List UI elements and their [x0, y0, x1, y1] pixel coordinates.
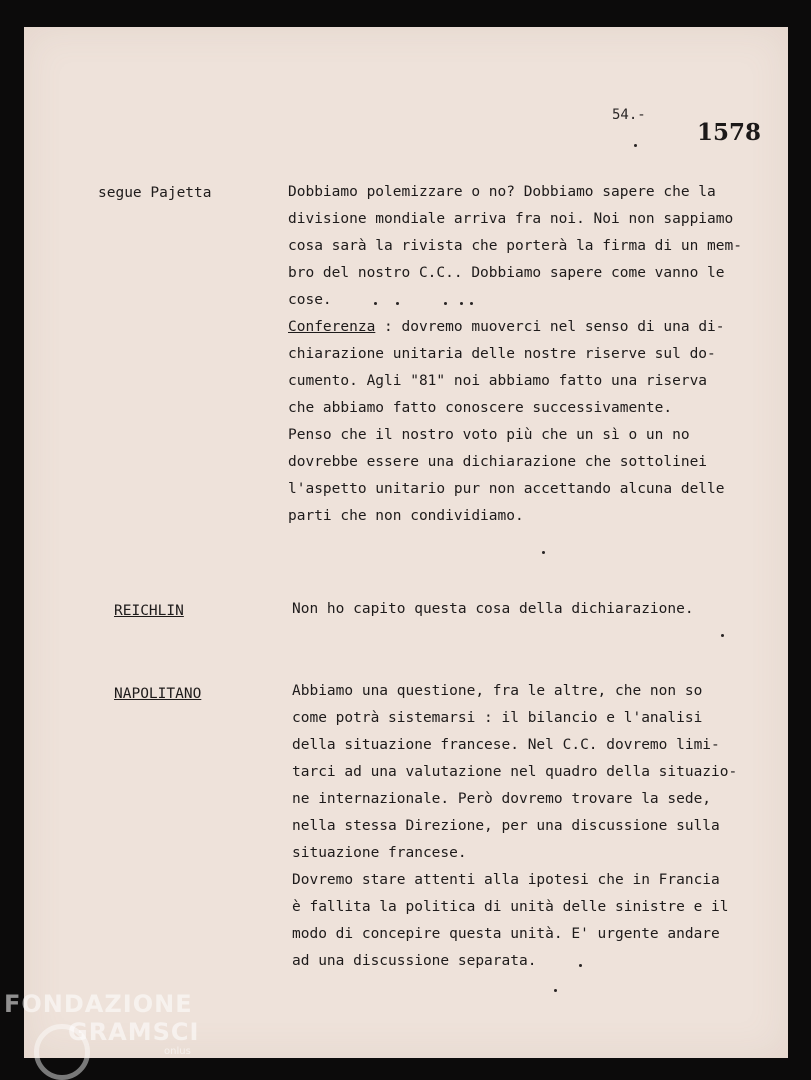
text-line: chiarazione unitaria delle nostre riserve sul do- [288, 346, 716, 362]
ink-dot [579, 964, 582, 967]
ink-dot [396, 302, 399, 305]
text-line: l'aspetto unitario pur non accettando alcuna delle [288, 481, 725, 497]
text-line: nella stessa Direzione, per una discussione sulla [292, 818, 720, 834]
text-line: cumento. Agli "81" noi abbiamo fatto una riserva [288, 373, 708, 389]
text-line: dovrebbe essere una dichiarazione che sottolinei [288, 454, 708, 470]
ink-dot [554, 989, 557, 992]
napolitano-paragraph [292, 678, 790, 975]
page-number-large: 1578 [697, 119, 762, 146]
watermark-line2: GRAMSCI [68, 1018, 200, 1046]
text-line: della situazione francese. Nel C.C. dovremo limi- [292, 737, 720, 753]
text-line: Abbiamo una questione, fra le altre, che non so [292, 683, 703, 699]
section-heading-conferenza: Conferenza [288, 319, 376, 335]
text-line: parti che non condividiamo. [288, 508, 524, 524]
text-line: bro del nostro C.C.. Dobbiamo sapere come vanno le [288, 265, 725, 281]
ink-dot [444, 302, 447, 305]
speaker-reichlin: REICHLIN [114, 603, 184, 619]
text-line: Dobbiamo polemizzare o no? Dobbiamo sapere che la [288, 184, 716, 200]
text-line: situazione francese. [292, 845, 467, 861]
text-line: come potrà sistemarsi : il bilancio e l'analisi [292, 710, 703, 726]
text-fragment: : dovremo muoverci nel senso di una di- [375, 319, 725, 335]
watermark-line1: FONDAZIONE [4, 990, 193, 1018]
text-line: ne internazionale. Però dovremo trovare la sede, [292, 791, 712, 807]
ink-dot [460, 302, 463, 305]
ink-dot [470, 302, 473, 305]
text-line: tarci ad una valutazione nel quadro della situazio- [292, 764, 738, 780]
text-line: divisione mondiale arriva fra noi. Noi non sappiamo [288, 211, 734, 227]
ink-dot [721, 634, 724, 637]
text-line: cosa sarà la rivista che porterà la firma di un mem- [288, 238, 742, 254]
document-page [24, 27, 788, 1058]
text-line [288, 314, 786, 341]
text-line: ad una discussione separata. [292, 953, 537, 969]
text-line: Non ho capito questa cosa della dichiarazione. [292, 601, 694, 617]
ink-dot [374, 302, 377, 305]
watermark-logo [4, 990, 200, 1057]
speaker-pajetta: segue Pajetta [98, 185, 212, 201]
reichlin-paragraph [292, 596, 790, 623]
watermark-line3: onlus [164, 1046, 191, 1057]
ink-dot [542, 551, 545, 554]
text-line: Dovremo stare attenti alla ipotesi che in Francia [292, 872, 720, 888]
text-line: Penso che il nostro voto più che un sì o un no [288, 427, 690, 443]
page-number-small: 54.- [612, 107, 646, 123]
ink-dot [634, 144, 637, 147]
speaker-napolitano: NAPOLITANO [114, 686, 202, 702]
text-line: modo di concepire questa unità. E' urgente andare [292, 926, 720, 942]
pajetta-paragraph [288, 179, 786, 530]
text-line: è fallita la politica di unità delle sinistre e il [292, 899, 729, 915]
text-line: che abbiamo fatto conoscere successivamente. [288, 400, 673, 416]
text-line: cose. [288, 292, 332, 308]
